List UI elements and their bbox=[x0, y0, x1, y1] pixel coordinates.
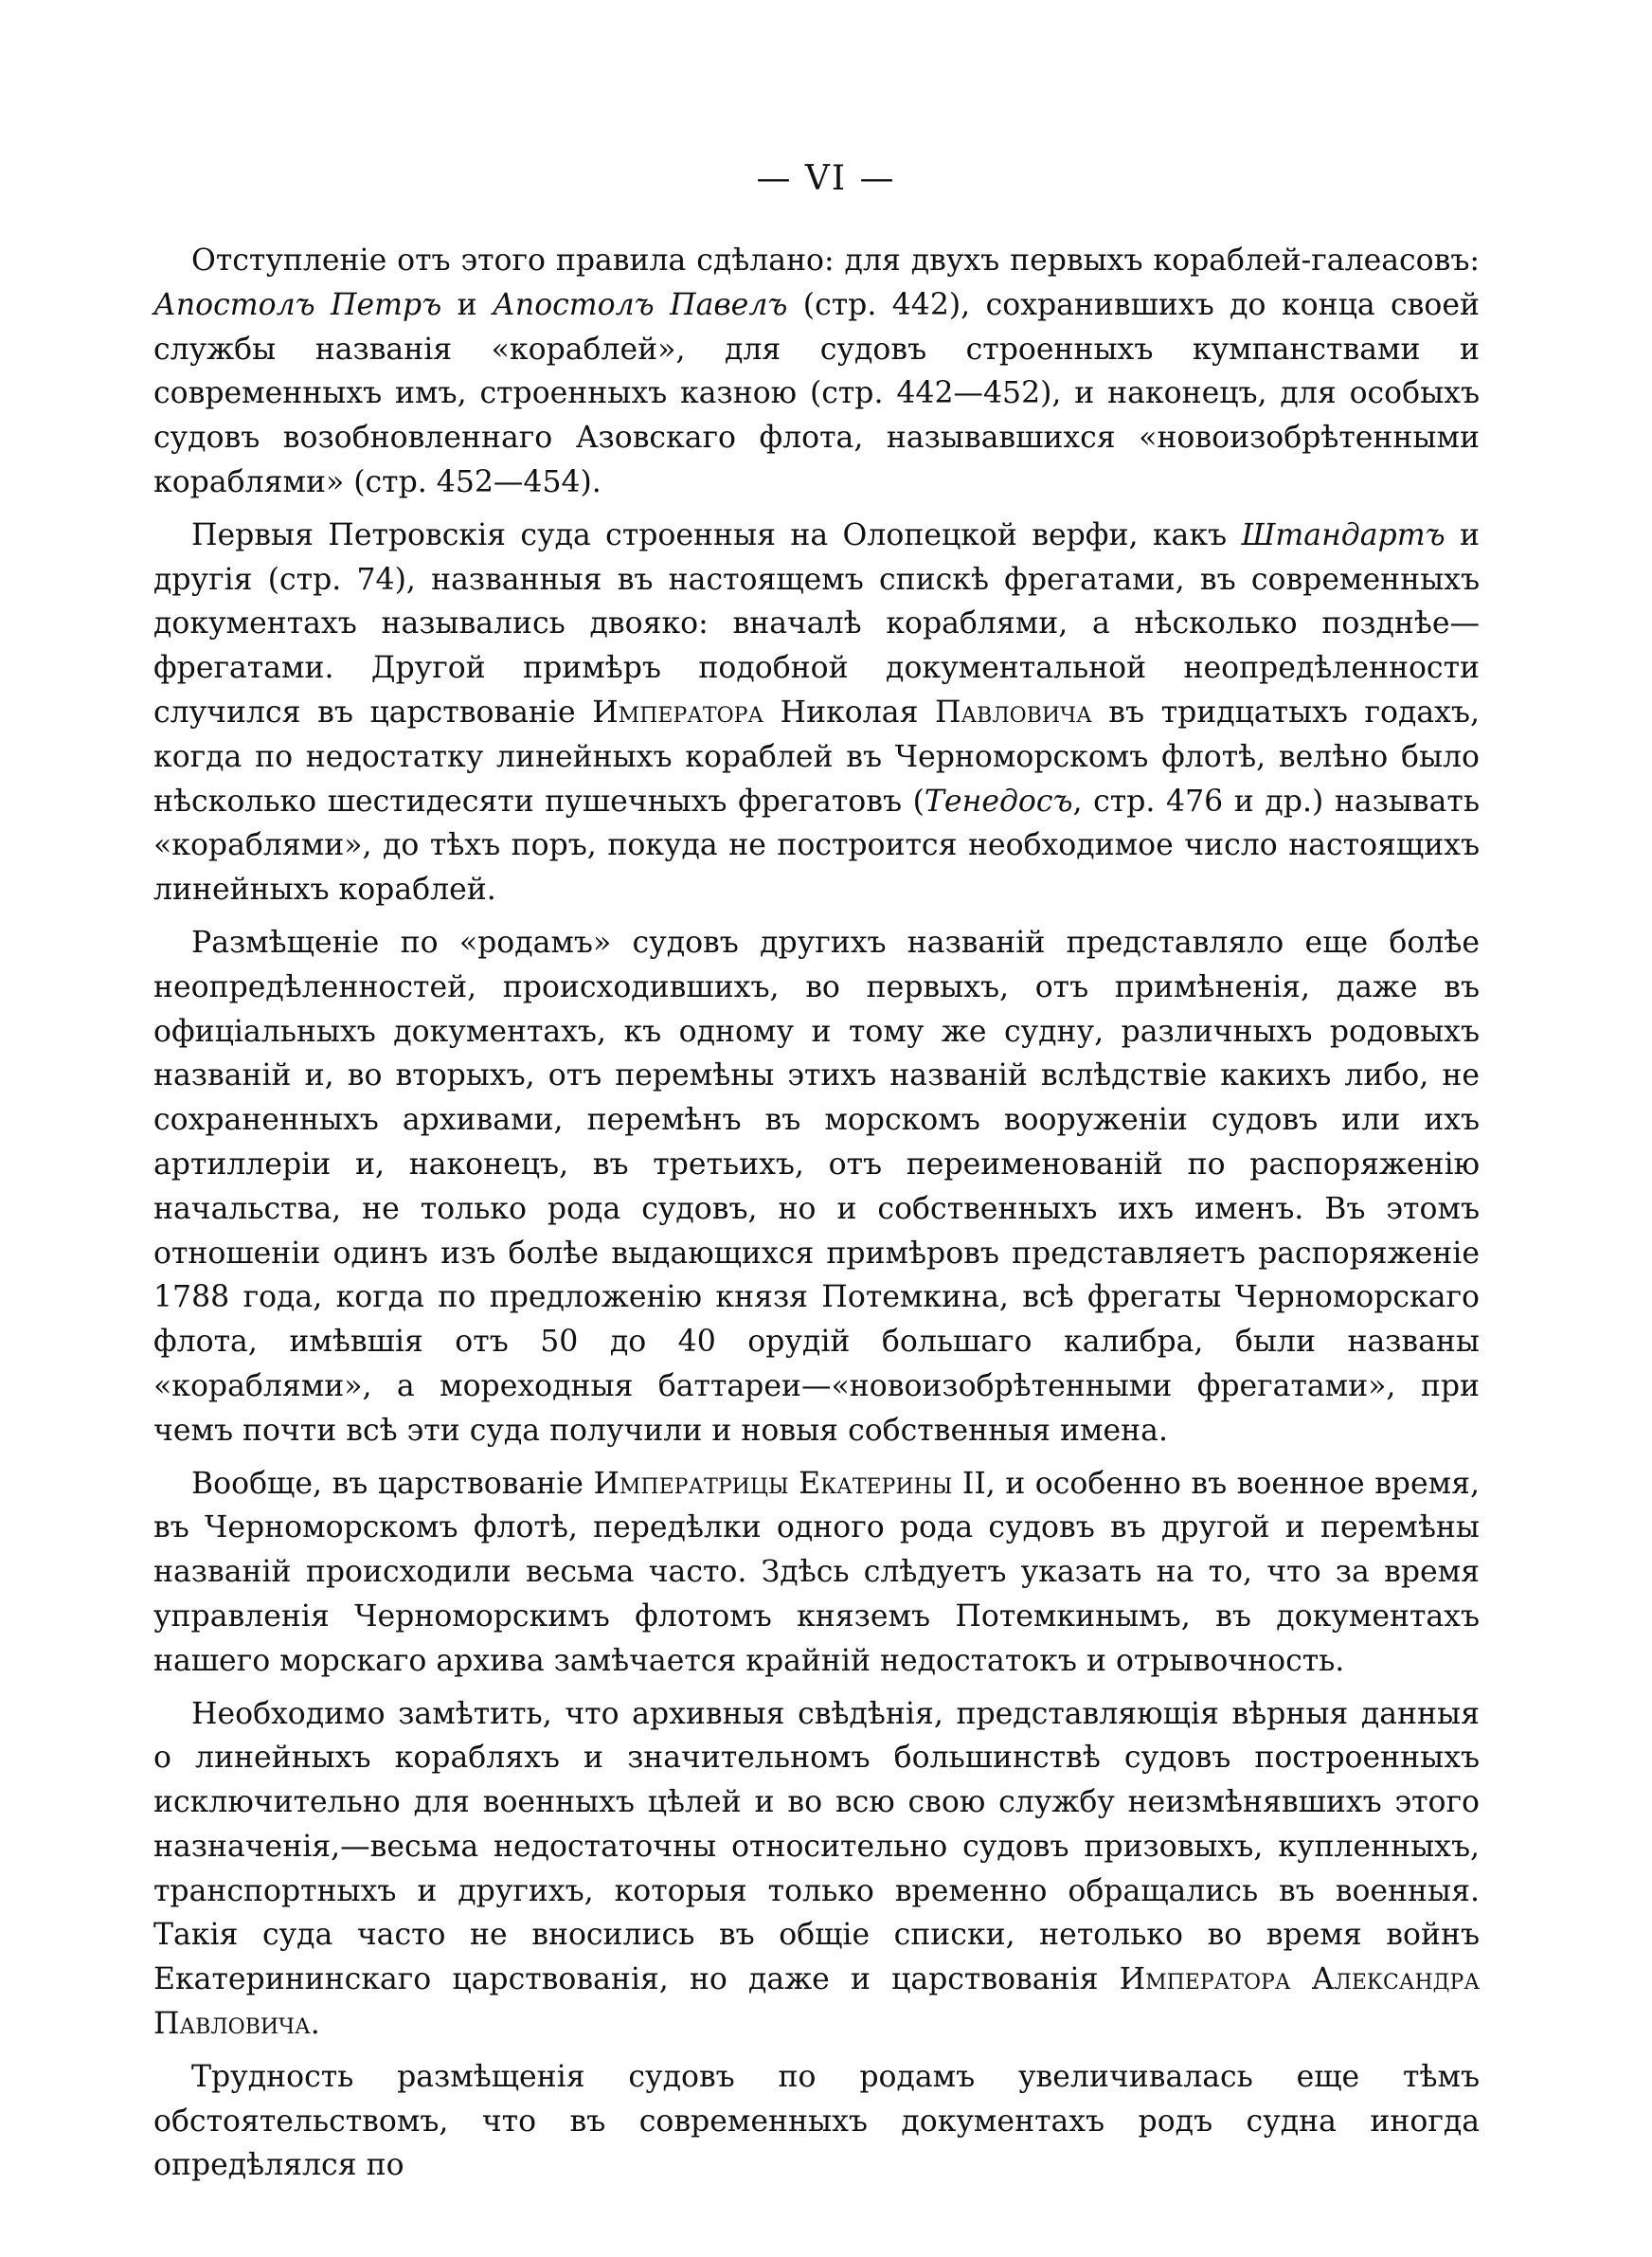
small-caps-title: Императора bbox=[592, 695, 764, 730]
text-run bbox=[789, 1467, 799, 1501]
text-run: Вообще, въ царствованіе bbox=[191, 1466, 594, 1501]
text-run: Первыя Петровскія суда строенныя на Олопецкой верфи, какъ bbox=[191, 517, 1242, 552]
ship-name-apostol-petr: Апостолъ Петръ bbox=[153, 287, 442, 322]
text-run: и bbox=[441, 287, 494, 322]
small-caps-title: Императрицы bbox=[593, 1466, 789, 1501]
text-run: II, и особенно въ военное время, въ Черноморскомъ флотѣ, передѣлки одного рода судовъ въ другой и перемѣны названій происходили весьма часто. Здѣсь слѣдуетъ указать на то, что за время управленія Черноморскимъ флотомъ княземъ Потемкинымъ, въ документахъ нашего морскаго архива замѣчается крайній недостатокъ и отрывочность. bbox=[153, 1466, 1481, 1678]
text-run: въ тридцатыхъ годахъ, когда по недостатку линейныхъ кораблей въ Черноморскомъ флотѣ, велѣно было нѣсколько шестидесяти пушечныхъ фрегатовъ ( bbox=[153, 695, 1480, 819]
ship-name-tenedos: Тенедосъ bbox=[924, 784, 1073, 819]
text-run: , стр. 476 и др.) называть «кораблями», до тѣхъ поръ, покуда не построится необходимое число настоящихъ линейныхъ кораблей. bbox=[153, 784, 1481, 908]
page-number: — VI — bbox=[756, 159, 896, 198]
text-run: Необходимо замѣтить, что архивныя свѣдѣнія, представляющія вѣрныя данныя о линейныхъ корабляхъ и значительномъ большинствѣ судовъ построенныхъ исключительно для военныхъ цѣлей и во всю свою службу неизмѣнявшихъ этого назначенія,—весьма недостаточны относительно судовъ призовыхъ, купленныхъ, транспортныхъ и другихъ, которыя только временно обращались въ военныя. Такія суда часто не вносились въ общіе списки, нетолько во время войнъ Екатерининскаго царствованія, но даже и царствованія bbox=[153, 1696, 1480, 1997]
small-caps-name: Александра Павловича bbox=[153, 1962, 1480, 2042]
small-caps-title: Императора bbox=[1119, 1962, 1291, 1997]
text-run: Николая bbox=[763, 695, 936, 730]
paragraph-6: Трудность размѣщенія судовъ по родамъ увеличивалась еще тѣмъ обстоятельствомъ, что въ современныхъ документахъ родъ судна иногда опредѣлялся по bbox=[153, 2059, 1480, 2183]
ship-name-apostol-pavel: Апостолъ Павелъ bbox=[493, 287, 788, 322]
body-text bbox=[153, 239, 1480, 2196]
ship-name-shtandart: Штандартъ bbox=[1241, 517, 1446, 552]
text-run: (стр. 442), сохранившихъ до конца своей службы названія «кораблей», для судовъ строенныхъ кумпанствами и современныхъ имъ, строенныхъ казною (стр. 442—452), и наконецъ, для особыхъ судовъ возобновленнаго Азовскаго флота, называвшихся «новоизобрѣтенными кораблями» (стр. 452—454). bbox=[153, 287, 1481, 499]
paragraph-1 bbox=[153, 239, 1480, 505]
paragraph-5 bbox=[153, 1692, 1480, 2047]
paragraph-4 bbox=[153, 1462, 1480, 1684]
text-run: и другія (стр. 74), названныя въ настоящемъ спискѣ фрегатами, въ современныхъ документахъ назывались двояко: вначалѣ кораблями, а нѣсколько позднѣе—фрегатами. Другой примѣръ подобной документальной неопредѣленности случился въ царствованіе bbox=[153, 517, 1480, 730]
text-run bbox=[1291, 1962, 1312, 1996]
paragraph-2 bbox=[153, 514, 1480, 912]
small-caps-name: Екатерины bbox=[799, 1466, 953, 1501]
text-run: . bbox=[310, 2007, 320, 2042]
paragraph-3: Размѣщеніе по «родамъ» судовъ другихъ названій представляло еще болѣе неопредѣленностей, происходившихъ, во первыхъ, отъ примѣненія, даже въ офиціальныхъ документахъ, къ одному и тому же судну, различныхъ родовыхъ названій и, во вторыхъ, отъ перемѣны этихъ названій вслѣдствіе какихъ либо, не сохраненныхъ архивами, перемѣнъ въ морскомъ вооруженіи судовъ или ихъ артиллеріи и, наконецъ, въ третьихъ, отъ переименованій по распоряженію начальства, не только рода судовъ, но и собственныхъ ихъ именъ. Въ этомъ отношеніи одинъ изъ болѣе выдающихся примѣровъ представляетъ распоряженіе 1788 года, когда по предложенію князя Потемкина, всѣ фрегаты Черноморскаго флота, имѣвшія отъ 50 до 40 орудій большаго калибра, были названы «кораблями», а мореходныя баттареи—«новоизобрѣтенными фрегатами», при чемъ почти всѣ эти суда получили и новыя собственныя имена. bbox=[153, 925, 1480, 1448]
text-run: Отступленіе отъ этого правила сдѣлано: для двухъ первыхъ кораблей-галеасовъ: bbox=[191, 244, 1480, 278]
small-caps-name: Павловича bbox=[935, 695, 1092, 730]
